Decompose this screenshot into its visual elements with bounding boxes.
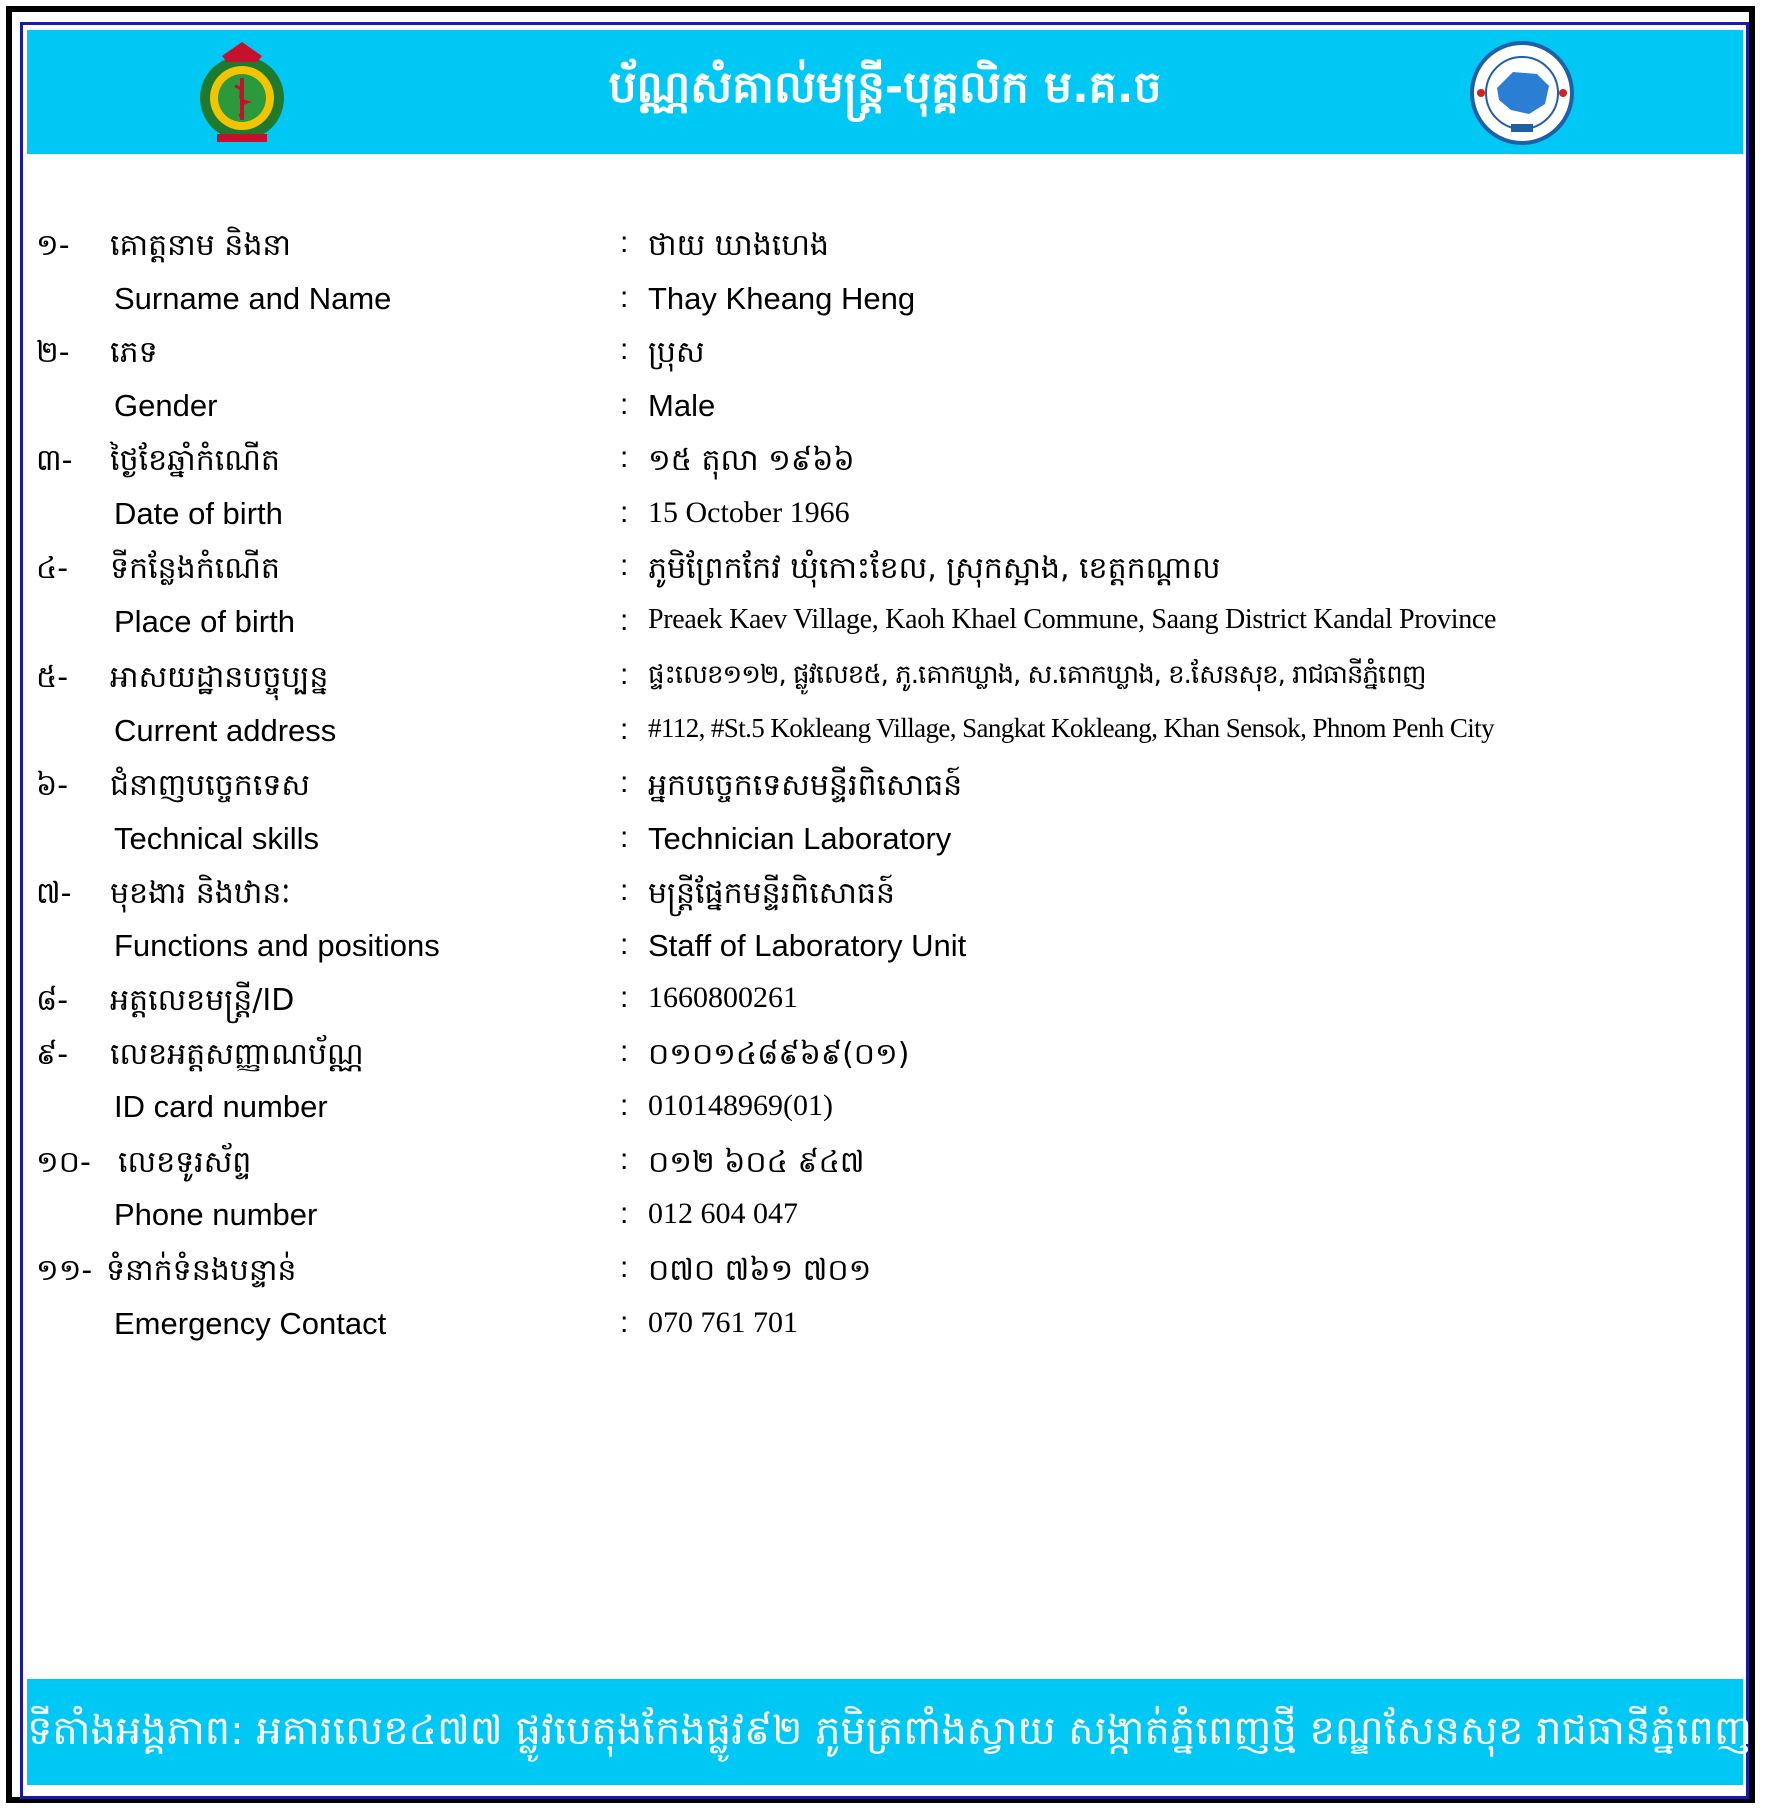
field-value: Technician Laboratory — [648, 821, 952, 856]
field-value: Male — [648, 388, 716, 423]
field-value: Preaek Kaev Village, Kaoh Khael Commune, Saang District Kandal Province — [648, 604, 1497, 635]
field-label: Technical skills — [114, 821, 320, 856]
field-label: ជំនាញបច្ចេកទេស — [110, 768, 310, 803]
field-label: Functions and positions — [114, 928, 440, 963]
field-label: មុខងារ និងឋានៈ — [110, 876, 291, 911]
field-number: ៤- — [36, 551, 69, 586]
field-label: លេខអត្តសញ្ញាណប័ណ្ណ — [110, 1037, 364, 1072]
field-value: ផ្ទះលេខ១១២, ផ្លូវលេខ៥, ភូ.គោកឃ្លាង, ស.គោកឃ្លាង, ខ.សែនសុខ, រាជធានីភ្នំពេញ — [648, 660, 1426, 690]
field-label: ភេទ — [110, 335, 158, 370]
field-skills-en — [0, 815, 1771, 863]
field-address-en — [0, 707, 1771, 755]
field-name-en — [0, 275, 1771, 323]
field-number: ២- — [36, 335, 70, 370]
field-label: Current address — [114, 713, 337, 748]
field-value: ០១០១៤៨៩៦៩(០១) — [648, 1037, 910, 1072]
field-value: ប្រុស — [648, 335, 705, 370]
field-number: ១០- — [36, 1145, 91, 1180]
colon: : — [620, 281, 629, 314]
field-number: ១១- — [36, 1253, 93, 1288]
colon: : — [620, 388, 629, 421]
colon: : — [620, 333, 629, 366]
field-name-km — [0, 220, 1771, 268]
colon: : — [620, 549, 629, 582]
colon: : — [620, 874, 629, 907]
colon: : — [620, 928, 629, 961]
field-label: Gender — [114, 388, 218, 423]
field-label: Surname and Name — [114, 281, 392, 316]
field-label: Place of birth — [114, 604, 295, 639]
header-banner — [27, 30, 1743, 154]
field-value: Thay Kheang Heng — [648, 281, 916, 316]
field-value: ០៧០ ៧៦១ ៧០១ — [648, 1253, 872, 1288]
colon: : — [620, 226, 629, 259]
field-value: #112, #St.5 Kokleang Village, Sangkat Kokleang, Khan Sensok, Phnom Penh City — [648, 713, 1494, 743]
footer-banner — [27, 1679, 1752, 1785]
field-value: ០១២ ៦០៤ ៩៤៧ — [648, 1145, 865, 1180]
field-label: គោត្តនាម និងនា — [110, 228, 291, 263]
field-value: 070 761 701 — [648, 1306, 798, 1339]
colon: : — [620, 604, 629, 637]
colon: : — [620, 1035, 629, 1068]
field-value: 1660800261 — [648, 981, 798, 1014]
field-number: ៧- — [36, 876, 72, 911]
center-logo-icon — [1467, 40, 1577, 146]
colon: : — [620, 1089, 629, 1122]
field-gender-km — [0, 327, 1771, 375]
unit-location-text: ទីតាំងអង្គភាព: អគារលេខ៤៧៧ ផ្លូវបេតុងកែងផ្លូវ៩២ ភូមិត្រពាំងស្វាយ សង្កាត់ភ្នំពេញថ្មី ខណ្ឌសែនសុខ រាជធានីភ្នំពេញ — [27, 1708, 1752, 1754]
field-address-km — [0, 652, 1771, 700]
card-title: ប័ណ្ណសំគាល់មន្រ្តី-បុគ្គលិក ម.គ.ច — [608, 62, 1162, 113]
field-birthdate-en — [0, 490, 1771, 538]
colon: : — [620, 496, 629, 529]
field-label: Date of birth — [114, 496, 283, 531]
field-birthplace-km — [0, 543, 1771, 591]
field-value: 012 604 047 — [648, 1197, 798, 1230]
field-label: Emergency Contact — [114, 1306, 387, 1341]
field-emergency-km — [0, 1245, 1771, 1293]
field-label: ទំនាក់ទំនងបន្ទាន់ — [106, 1253, 297, 1288]
field-number: ៦- — [36, 768, 69, 803]
colon: : — [620, 821, 629, 854]
colon: : — [620, 766, 629, 799]
field-value: មន្ត្រីផ្នែកមន្ទីរពិសោធន៍ — [648, 876, 895, 911]
field-label: លេខទូរស័ព្ទ — [118, 1145, 252, 1180]
colon: : — [620, 1143, 629, 1176]
field-number: ៣- — [36, 443, 73, 478]
field-position-en — [0, 922, 1771, 970]
field-phone-km — [0, 1137, 1771, 1185]
field-value: ថាយ ឃាងហេង — [648, 228, 829, 263]
field-idcard-en — [0, 1083, 1771, 1131]
field-emergency-en — [0, 1300, 1771, 1348]
field-number: ៨- — [36, 983, 69, 1018]
field-label: ID card number — [114, 1089, 328, 1124]
field-number: ១- — [36, 228, 70, 263]
field-idcard-km — [0, 1029, 1771, 1077]
field-value: ភូមិព្រែកកែវ ឃុំកោះខែល, ស្រុកស្អាង, ខេត្តកណ្តាល — [648, 551, 1221, 586]
field-birthdate-km — [0, 435, 1771, 483]
field-value: Staff of Laboratory Unit — [648, 928, 967, 963]
field-value: អ្នកបច្ចេកទេសមន្ទីរពិសោធន៍ — [648, 768, 963, 803]
field-phone-en — [0, 1191, 1771, 1239]
field-skills-km — [0, 760, 1771, 808]
field-position-km — [0, 868, 1771, 916]
field-value: 15 October 1966 — [648, 496, 850, 529]
field-birthplace-en — [0, 598, 1771, 646]
colon: : — [620, 441, 629, 474]
colon: : — [620, 1251, 629, 1284]
field-value: ១៥ តុលា ១៩៦៦ — [648, 443, 855, 478]
field-number: ៥- — [36, 660, 69, 695]
colon: : — [620, 981, 629, 1014]
field-number: ៩- — [36, 1037, 69, 1072]
colon: : — [620, 1197, 629, 1230]
field-label: អាសយដ្ឋានបច្ចុប្បន្ន — [110, 660, 329, 695]
field-label: អត្តលេខមន្ត្រី/ID — [110, 983, 295, 1018]
field-label: ថ្ងៃខែឆ្នាំកំណើត — [110, 443, 280, 478]
field-gender-en — [0, 382, 1771, 430]
colon: : — [620, 1306, 629, 1339]
colon: : — [620, 713, 629, 746]
field-officer-id — [0, 975, 1771, 1023]
field-value: 010148969(01) — [648, 1089, 833, 1122]
colon: : — [620, 658, 629, 691]
field-label: Phone number — [114, 1197, 318, 1232]
field-label: ទីកន្លែងកំណើត — [110, 551, 280, 586]
